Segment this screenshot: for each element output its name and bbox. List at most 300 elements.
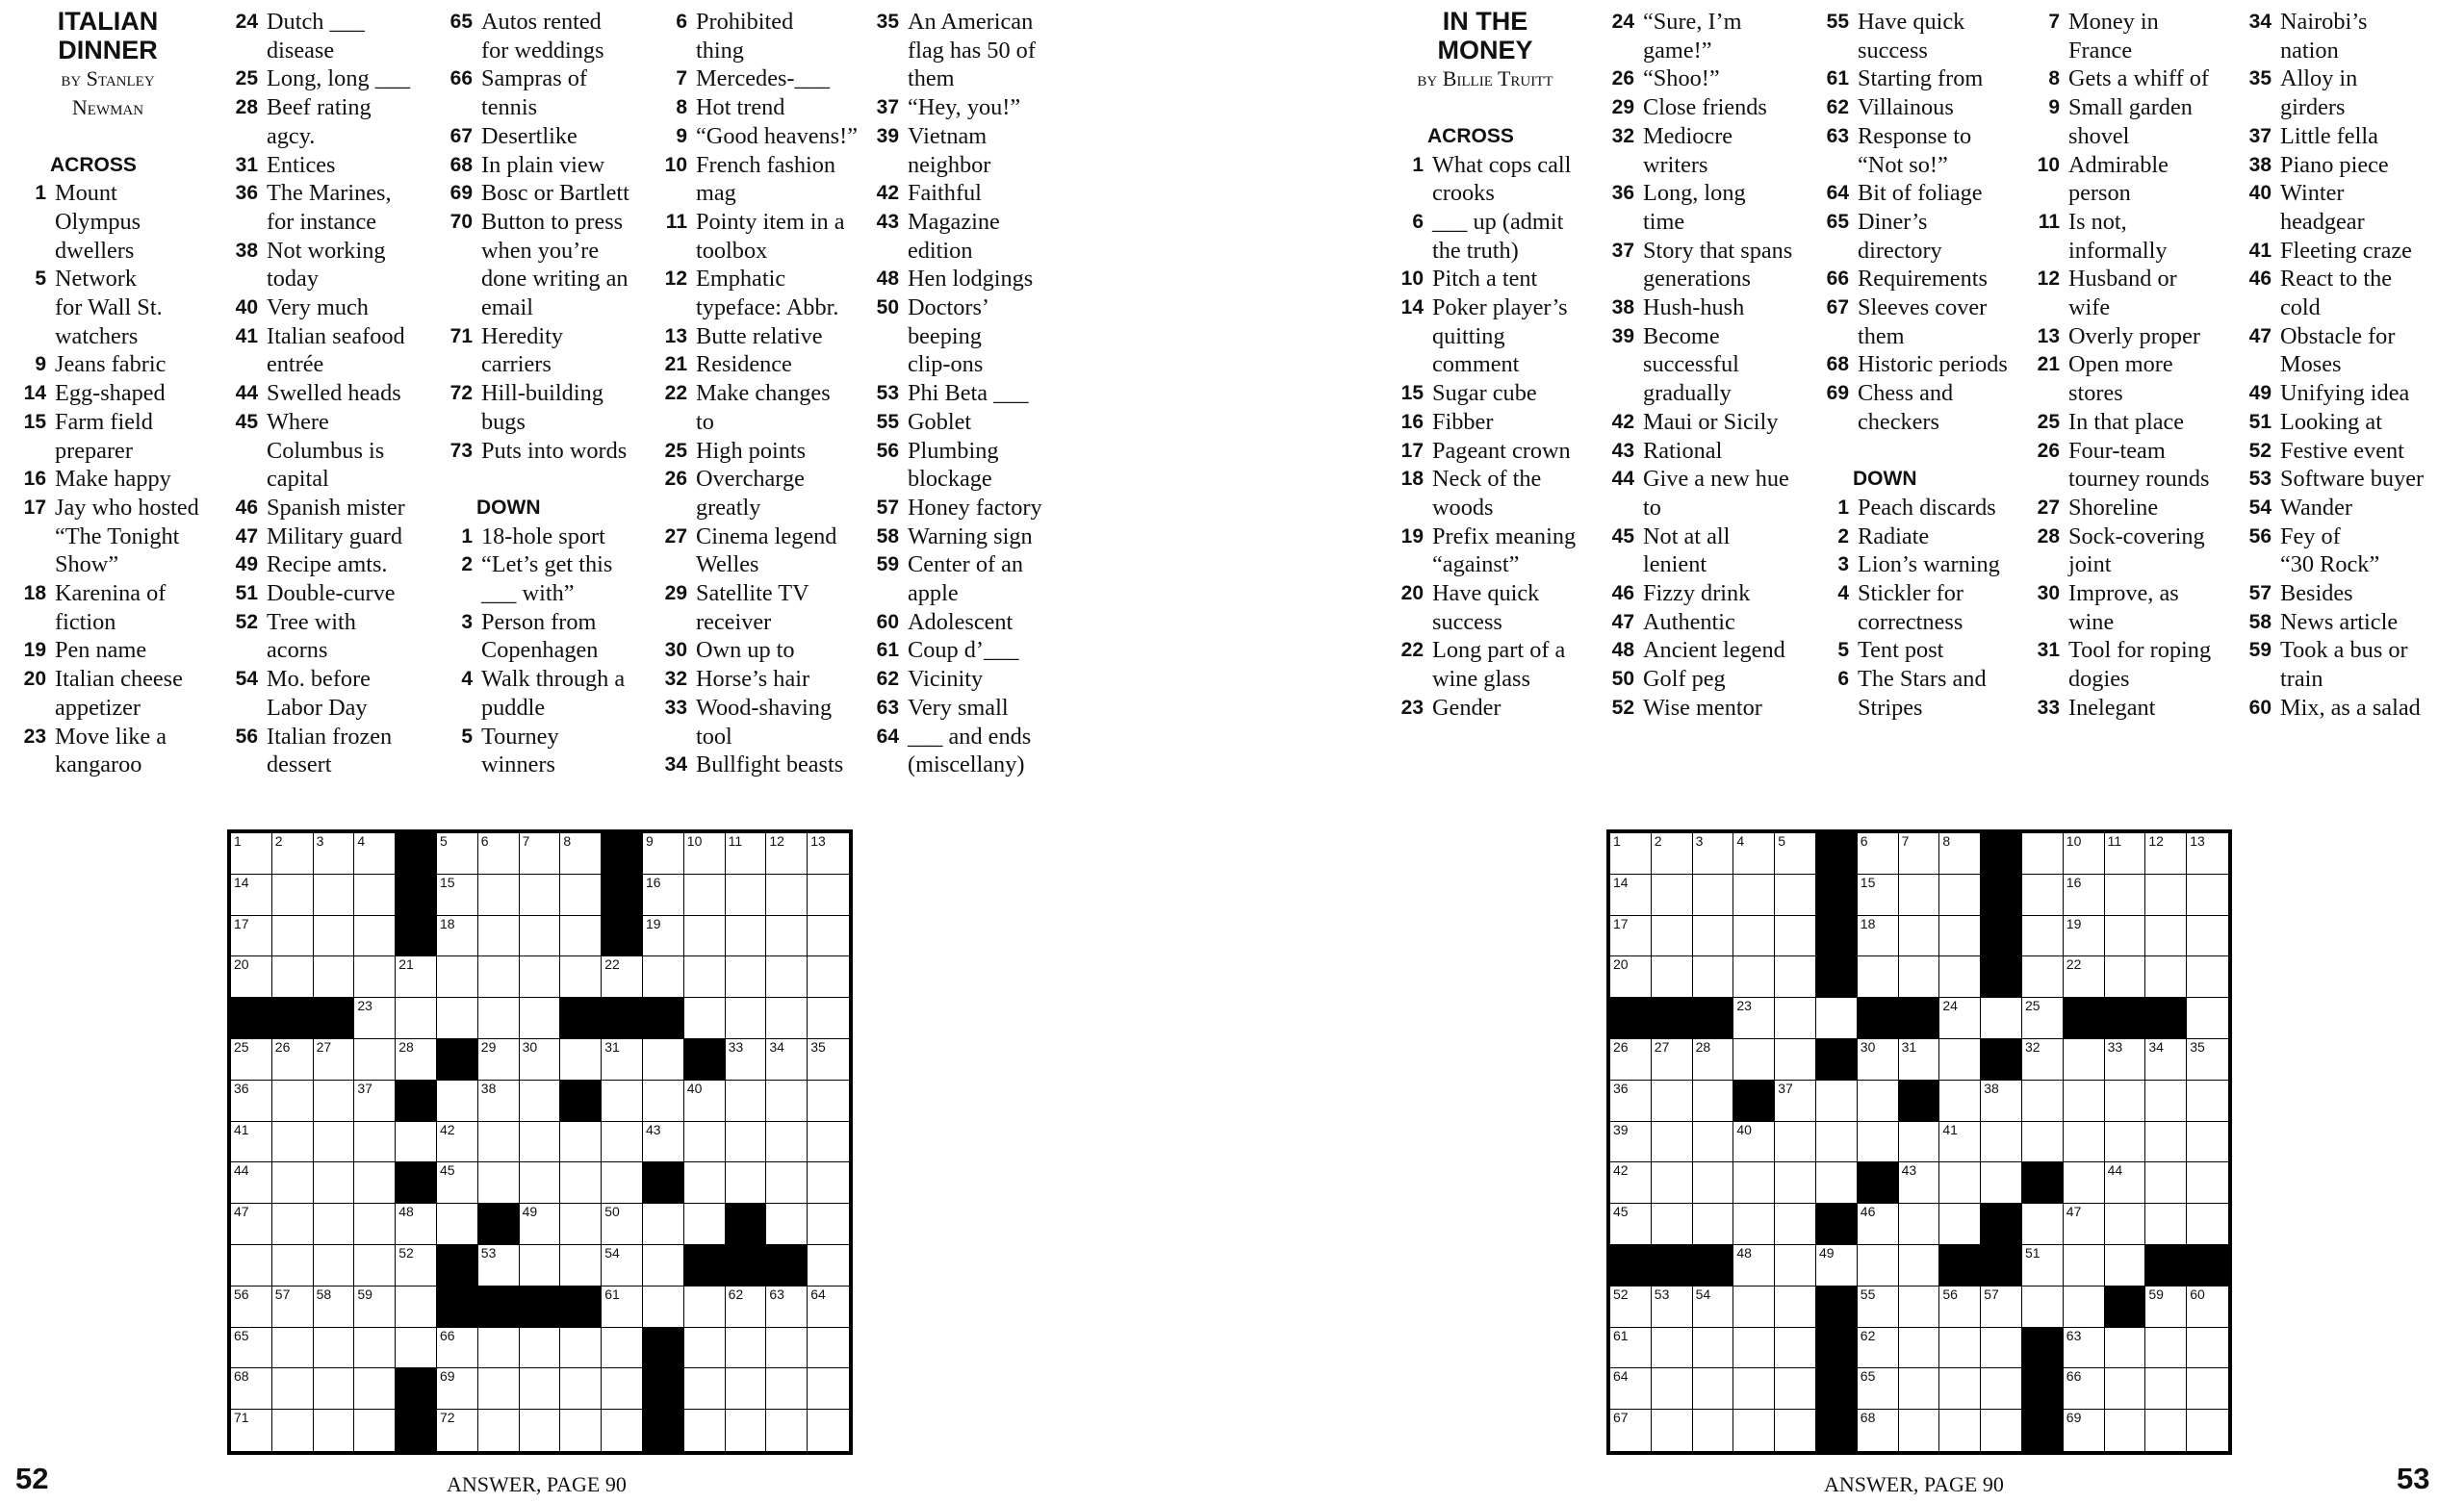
grid-cell[interactable]	[2064, 1162, 2105, 1204]
grid-cell[interactable]	[396, 1122, 437, 1163]
grid-cell[interactable]	[1981, 1286, 2022, 1328]
grid-cell[interactable]	[231, 1122, 272, 1163]
grid-cell[interactable]	[1693, 833, 1734, 875]
grid-cell[interactable]	[396, 956, 437, 998]
grid-cell[interactable]	[643, 1245, 684, 1286]
grid-cell[interactable]	[1733, 833, 1775, 875]
grid-cell[interactable]	[437, 956, 478, 998]
grid-cell[interactable]	[2187, 875, 2228, 916]
grid-cell[interactable]	[1775, 956, 1816, 998]
grid-cell[interactable]	[354, 1081, 396, 1122]
grid-cell[interactable]	[560, 1122, 602, 1163]
grid-cell[interactable]	[314, 1162, 355, 1204]
grid-cell[interactable]	[314, 956, 355, 998]
grid-cell[interactable]	[1693, 1286, 1734, 1328]
grid-cell[interactable]	[354, 1204, 396, 1245]
grid-cell[interactable]	[1939, 1039, 1981, 1081]
grid-cell[interactable]	[726, 956, 767, 998]
grid-cell[interactable]	[2145, 1162, 2187, 1204]
grid-cell[interactable]	[726, 833, 767, 875]
grid-cell[interactable]	[354, 833, 396, 875]
grid-cell[interactable]	[2145, 1204, 2187, 1245]
grid-cell[interactable]	[2064, 1245, 2105, 1286]
grid-cell[interactable]	[1733, 1204, 1775, 1245]
grid-cell[interactable]	[2187, 1122, 2228, 1163]
grid-cell[interactable]	[1858, 1081, 1899, 1122]
grid-cell[interactable]	[1652, 1286, 1693, 1328]
grid-cell[interactable]	[560, 875, 602, 916]
grid-cell[interactable]	[396, 1039, 437, 1081]
grid-cell[interactable]	[1899, 1286, 1940, 1328]
grid-cell[interactable]	[2145, 1368, 2187, 1410]
grid-cell[interactable]	[272, 1162, 314, 1204]
grid-cell[interactable]	[314, 1328, 355, 1369]
grid-cell[interactable]	[602, 1122, 643, 1163]
grid-cell[interactable]	[1610, 916, 1652, 957]
grid-cell[interactable]	[2022, 1122, 2064, 1163]
grid-cell[interactable]	[2022, 956, 2064, 998]
grid-cell[interactable]	[1652, 1081, 1693, 1122]
grid-cell[interactable]	[808, 1410, 849, 1451]
grid-cell[interactable]	[808, 1368, 849, 1410]
grid-cell[interactable]	[1981, 1081, 2022, 1122]
grid-cell[interactable]	[396, 1286, 437, 1328]
grid-cell[interactable]	[1858, 1410, 1899, 1451]
grid-cell[interactable]	[437, 1162, 478, 1204]
grid-cell[interactable]	[766, 1204, 808, 1245]
grid-cell[interactable]	[1775, 1162, 1816, 1204]
grid-cell[interactable]	[2064, 875, 2105, 916]
grid-cell[interactable]	[396, 1328, 437, 1369]
grid-cell[interactable]	[1693, 916, 1734, 957]
grid-cell[interactable]	[520, 1245, 561, 1286]
grid-cell[interactable]	[1858, 833, 1899, 875]
grid-cell[interactable]	[808, 1245, 849, 1286]
grid-cell[interactable]	[1981, 998, 2022, 1039]
grid-cell[interactable]	[272, 956, 314, 998]
grid-cell[interactable]	[2145, 956, 2187, 998]
grid-cell[interactable]	[2187, 1162, 2228, 1204]
grid-cell[interactable]	[437, 1328, 478, 1369]
grid-cell[interactable]	[808, 833, 849, 875]
grid-cell[interactable]	[1693, 1410, 1734, 1451]
grid-cell[interactable]	[437, 916, 478, 957]
grid-cell[interactable]	[2022, 1245, 2064, 1286]
grid-cell[interactable]	[2022, 998, 2064, 1039]
grid-cell[interactable]	[2187, 1328, 2228, 1369]
grid-cell[interactable]	[272, 1081, 314, 1122]
grid-cell[interactable]	[808, 956, 849, 998]
grid-cell[interactable]	[560, 956, 602, 998]
grid-cell[interactable]	[643, 833, 684, 875]
grid-cell[interactable]	[2145, 1410, 2187, 1451]
grid-cell[interactable]	[1693, 1368, 1734, 1410]
grid-cell[interactable]	[808, 1328, 849, 1369]
grid-cell[interactable]	[726, 1368, 767, 1410]
grid-cell[interactable]	[1858, 1368, 1899, 1410]
grid-cell[interactable]	[437, 1410, 478, 1451]
grid-cell[interactable]	[520, 1328, 561, 1369]
grid-cell[interactable]	[1775, 833, 1816, 875]
grid-cell[interactable]	[726, 875, 767, 916]
grid-cell[interactable]	[808, 1122, 849, 1163]
grid-cell[interactable]	[520, 1081, 561, 1122]
grid-cell[interactable]	[1775, 1039, 1816, 1081]
grid-cell[interactable]	[1899, 875, 1940, 916]
grid-cell[interactable]	[2187, 956, 2228, 998]
grid-cell[interactable]	[2105, 1328, 2146, 1369]
grid-cell[interactable]	[808, 1039, 849, 1081]
grid-cell[interactable]	[520, 998, 561, 1039]
grid-cell[interactable]	[478, 1410, 520, 1451]
grid-cell[interactable]	[1693, 1081, 1734, 1122]
grid-cell[interactable]	[1899, 956, 1940, 998]
grid-cell[interactable]	[231, 916, 272, 957]
grid-cell[interactable]	[766, 956, 808, 998]
grid-cell[interactable]	[2064, 833, 2105, 875]
grid-cell[interactable]	[684, 916, 726, 957]
grid-cell[interactable]	[2064, 916, 2105, 957]
grid-cell[interactable]	[354, 956, 396, 998]
grid-cell[interactable]	[1693, 875, 1734, 916]
right-crossword-grid[interactable]	[1606, 829, 2232, 1455]
grid-cell[interactable]	[2064, 1204, 2105, 1245]
grid-cell[interactable]	[2105, 956, 2146, 998]
grid-cell[interactable]	[1775, 1245, 1816, 1286]
grid-cell[interactable]	[478, 833, 520, 875]
grid-cell[interactable]	[1733, 998, 1775, 1039]
grid-cell[interactable]	[272, 1410, 314, 1451]
grid-cell[interactable]	[2187, 1286, 2228, 1328]
grid-cell[interactable]	[1693, 1162, 1734, 1204]
grid-cell[interactable]	[602, 1410, 643, 1451]
grid-cell[interactable]	[231, 875, 272, 916]
grid-cell[interactable]	[1858, 1122, 1899, 1163]
grid-cell[interactable]	[1733, 916, 1775, 957]
grid-cell[interactable]	[437, 875, 478, 916]
grid-cell[interactable]	[1610, 1410, 1652, 1451]
grid-cell[interactable]	[354, 916, 396, 957]
grid-cell[interactable]	[437, 998, 478, 1039]
grid-cell[interactable]	[354, 1328, 396, 1369]
grid-cell[interactable]	[354, 1245, 396, 1286]
grid-cell[interactable]	[1733, 1122, 1775, 1163]
grid-cell[interactable]	[643, 956, 684, 998]
grid-cell[interactable]	[1610, 1081, 1652, 1122]
grid-cell[interactable]	[2064, 1368, 2105, 1410]
grid-cell[interactable]	[437, 1081, 478, 1122]
grid-cell[interactable]	[314, 1245, 355, 1286]
grid-cell[interactable]	[354, 875, 396, 916]
grid-cell[interactable]	[766, 1081, 808, 1122]
grid-cell[interactable]	[643, 1122, 684, 1163]
grid-cell[interactable]	[520, 1410, 561, 1451]
grid-cell[interactable]	[1775, 1328, 1816, 1369]
grid-cell[interactable]	[1775, 1410, 1816, 1451]
grid-cell[interactable]	[643, 1039, 684, 1081]
grid-cell[interactable]	[1733, 875, 1775, 916]
grid-cell[interactable]	[726, 1081, 767, 1122]
grid-cell[interactable]	[1899, 833, 1940, 875]
grid-cell[interactable]	[1939, 1122, 1981, 1163]
grid-cell[interactable]	[520, 1039, 561, 1081]
grid-cell[interactable]	[1939, 875, 1981, 916]
grid-cell[interactable]	[272, 1122, 314, 1163]
grid-cell[interactable]	[1899, 916, 1940, 957]
grid-cell[interactable]	[684, 998, 726, 1039]
grid-cell[interactable]	[2105, 916, 2146, 957]
grid-cell[interactable]	[231, 1368, 272, 1410]
grid-cell[interactable]	[1899, 1204, 1940, 1245]
grid-cell[interactable]	[1652, 916, 1693, 957]
grid-cell[interactable]	[1858, 875, 1899, 916]
grid-cell[interactable]	[766, 833, 808, 875]
grid-cell[interactable]	[726, 998, 767, 1039]
grid-cell[interactable]	[478, 1122, 520, 1163]
grid-cell[interactable]	[766, 875, 808, 916]
grid-cell[interactable]	[1775, 1122, 1816, 1163]
grid-cell[interactable]	[520, 1122, 561, 1163]
grid-cell[interactable]	[231, 1410, 272, 1451]
grid-cell[interactable]	[602, 956, 643, 998]
grid-cell[interactable]	[1858, 956, 1899, 998]
grid-cell[interactable]	[1733, 1286, 1775, 1328]
grid-cell[interactable]	[808, 875, 849, 916]
grid-cell[interactable]	[560, 1368, 602, 1410]
grid-cell[interactable]	[2105, 833, 2146, 875]
grid-cell[interactable]	[2145, 916, 2187, 957]
grid-cell[interactable]	[1981, 1410, 2022, 1451]
grid-cell[interactable]	[726, 1410, 767, 1451]
grid-cell[interactable]	[478, 1081, 520, 1122]
grid-cell[interactable]	[1733, 1410, 1775, 1451]
grid-cell[interactable]	[1858, 1286, 1899, 1328]
grid-cell[interactable]	[643, 1286, 684, 1328]
grid-cell[interactable]	[2105, 1245, 2146, 1286]
grid-cell[interactable]	[231, 1204, 272, 1245]
grid-cell[interactable]	[1858, 1328, 1899, 1369]
grid-cell[interactable]	[2105, 1204, 2146, 1245]
grid-cell[interactable]	[726, 1286, 767, 1328]
grid-cell[interactable]	[2064, 1081, 2105, 1122]
grid-cell[interactable]	[808, 1081, 849, 1122]
grid-cell[interactable]	[437, 1204, 478, 1245]
grid-cell[interactable]	[1733, 1368, 1775, 1410]
grid-cell[interactable]	[2105, 1122, 2146, 1163]
grid-cell[interactable]	[808, 916, 849, 957]
grid-cell[interactable]	[2064, 1286, 2105, 1328]
grid-cell[interactable]	[396, 1245, 437, 1286]
grid-cell[interactable]	[2187, 1081, 2228, 1122]
grid-cell[interactable]	[766, 998, 808, 1039]
grid-cell[interactable]	[2145, 833, 2187, 875]
grid-cell[interactable]	[1899, 1122, 1940, 1163]
grid-cell[interactable]	[1775, 1204, 1816, 1245]
grid-cell[interactable]	[2022, 1039, 2064, 1081]
grid-cell[interactable]	[1939, 833, 1981, 875]
grid-cell[interactable]	[2187, 1204, 2228, 1245]
grid-cell[interactable]	[1610, 1039, 1652, 1081]
grid-cell[interactable]	[314, 1122, 355, 1163]
grid-cell[interactable]	[478, 1162, 520, 1204]
grid-cell[interactable]	[766, 1286, 808, 1328]
grid-cell[interactable]	[314, 1410, 355, 1451]
grid-cell[interactable]	[643, 875, 684, 916]
grid-cell[interactable]	[726, 1328, 767, 1369]
grid-cell[interactable]	[314, 875, 355, 916]
grid-cell[interactable]	[231, 1162, 272, 1204]
grid-cell[interactable]	[1775, 1081, 1816, 1122]
grid-cell[interactable]	[1610, 1122, 1652, 1163]
grid-cell[interactable]	[560, 1410, 602, 1451]
grid-cell[interactable]	[1733, 1328, 1775, 1369]
grid-cell[interactable]	[560, 1039, 602, 1081]
grid-cell[interactable]	[1610, 1286, 1652, 1328]
grid-cell[interactable]	[684, 1286, 726, 1328]
grid-cell[interactable]	[437, 1122, 478, 1163]
grid-cell[interactable]	[684, 1081, 726, 1122]
grid-cell[interactable]	[2145, 1039, 2187, 1081]
grid-cell[interactable]	[1610, 956, 1652, 998]
grid-cell[interactable]	[478, 916, 520, 957]
grid-cell[interactable]	[766, 1410, 808, 1451]
grid-cell[interactable]	[231, 1039, 272, 1081]
grid-cell[interactable]	[520, 833, 561, 875]
grid-cell[interactable]	[478, 998, 520, 1039]
grid-cell[interactable]	[2022, 875, 2064, 916]
grid-cell[interactable]	[1939, 956, 1981, 998]
grid-cell[interactable]	[766, 1328, 808, 1369]
grid-cell[interactable]	[602, 1245, 643, 1286]
grid-cell[interactable]	[726, 1162, 767, 1204]
grid-cell[interactable]	[478, 1368, 520, 1410]
grid-cell[interactable]	[684, 1368, 726, 1410]
grid-cell[interactable]	[354, 998, 396, 1039]
grid-cell[interactable]	[272, 833, 314, 875]
grid-cell[interactable]	[1775, 916, 1816, 957]
grid-cell[interactable]	[272, 1328, 314, 1369]
grid-cell[interactable]	[684, 875, 726, 916]
grid-cell[interactable]	[520, 1368, 561, 1410]
grid-cell[interactable]	[1652, 956, 1693, 998]
grid-cell[interactable]	[231, 833, 272, 875]
grid-cell[interactable]	[602, 1039, 643, 1081]
grid-cell[interactable]	[643, 1081, 684, 1122]
grid-cell[interactable]	[1610, 1328, 1652, 1369]
grid-cell[interactable]	[272, 916, 314, 957]
grid-cell[interactable]	[560, 1162, 602, 1204]
grid-cell[interactable]	[2187, 916, 2228, 957]
grid-cell[interactable]	[354, 1286, 396, 1328]
grid-cell[interactable]	[354, 1410, 396, 1451]
grid-cell[interactable]	[2105, 1368, 2146, 1410]
grid-cell[interactable]	[560, 1328, 602, 1369]
grid-cell[interactable]	[314, 1286, 355, 1328]
grid-cell[interactable]	[684, 1122, 726, 1163]
grid-cell[interactable]	[766, 1122, 808, 1163]
grid-cell[interactable]	[1816, 1245, 1858, 1286]
grid-cell[interactable]	[2022, 1286, 2064, 1328]
grid-cell[interactable]	[1610, 1204, 1652, 1245]
grid-cell[interactable]	[314, 916, 355, 957]
grid-cell[interactable]	[643, 916, 684, 957]
grid-cell[interactable]	[272, 875, 314, 916]
grid-cell[interactable]	[684, 1410, 726, 1451]
grid-cell[interactable]	[520, 875, 561, 916]
grid-cell[interactable]	[766, 1368, 808, 1410]
grid-cell[interactable]	[2145, 875, 2187, 916]
grid-cell[interactable]	[396, 998, 437, 1039]
grid-cell[interactable]	[2187, 1368, 2228, 1410]
grid-cell[interactable]	[560, 833, 602, 875]
grid-cell[interactable]	[520, 956, 561, 998]
grid-cell[interactable]	[1610, 1162, 1652, 1204]
grid-cell[interactable]	[2064, 956, 2105, 998]
grid-cell[interactable]	[1652, 875, 1693, 916]
grid-cell[interactable]	[272, 1368, 314, 1410]
left-crossword-grid[interactable]	[227, 829, 853, 1455]
grid-cell[interactable]	[1652, 1162, 1693, 1204]
grid-cell[interactable]	[1899, 1245, 1940, 1286]
grid-cell[interactable]	[1981, 1368, 2022, 1410]
grid-cell[interactable]	[808, 1204, 849, 1245]
grid-cell[interactable]	[1939, 1162, 1981, 1204]
grid-cell[interactable]	[1775, 875, 1816, 916]
grid-cell[interactable]	[1899, 1039, 1940, 1081]
grid-cell[interactable]	[314, 833, 355, 875]
grid-cell[interactable]	[560, 1245, 602, 1286]
grid-cell[interactable]	[231, 1245, 272, 1286]
grid-cell[interactable]	[602, 1286, 643, 1328]
grid-cell[interactable]	[684, 1162, 726, 1204]
grid-cell[interactable]	[766, 916, 808, 957]
grid-cell[interactable]	[2105, 1162, 2146, 1204]
grid-cell[interactable]	[2105, 1081, 2146, 1122]
grid-cell[interactable]	[1693, 1328, 1734, 1369]
grid-cell[interactable]	[602, 1081, 643, 1122]
grid-cell[interactable]	[520, 916, 561, 957]
grid-cell[interactable]	[602, 1368, 643, 1410]
grid-cell[interactable]	[560, 1204, 602, 1245]
grid-cell[interactable]	[354, 1039, 396, 1081]
grid-cell[interactable]	[231, 1286, 272, 1328]
grid-cell[interactable]	[478, 1039, 520, 1081]
grid-cell[interactable]	[1652, 1204, 1693, 1245]
grid-cell[interactable]	[231, 1081, 272, 1122]
grid-cell[interactable]	[1858, 1204, 1899, 1245]
grid-cell[interactable]	[478, 956, 520, 998]
grid-cell[interactable]	[1652, 1410, 1693, 1451]
grid-cell[interactable]	[1939, 916, 1981, 957]
grid-cell[interactable]	[2105, 875, 2146, 916]
grid-cell[interactable]	[2187, 1410, 2228, 1451]
grid-cell[interactable]	[1816, 998, 1858, 1039]
grid-cell[interactable]	[1899, 1162, 1940, 1204]
grid-cell[interactable]	[478, 1245, 520, 1286]
grid-cell[interactable]	[1693, 956, 1734, 998]
grid-cell[interactable]	[1652, 1368, 1693, 1410]
grid-cell[interactable]	[1981, 1328, 2022, 1369]
grid-cell[interactable]	[726, 1039, 767, 1081]
grid-cell[interactable]	[2064, 1328, 2105, 1369]
grid-cell[interactable]	[602, 1328, 643, 1369]
grid-cell[interactable]	[1733, 1245, 1775, 1286]
grid-cell[interactable]	[560, 916, 602, 957]
grid-cell[interactable]	[1939, 1286, 1981, 1328]
grid-cell[interactable]	[2022, 833, 2064, 875]
grid-cell[interactable]	[520, 1162, 561, 1204]
grid-cell[interactable]	[1981, 1162, 2022, 1204]
